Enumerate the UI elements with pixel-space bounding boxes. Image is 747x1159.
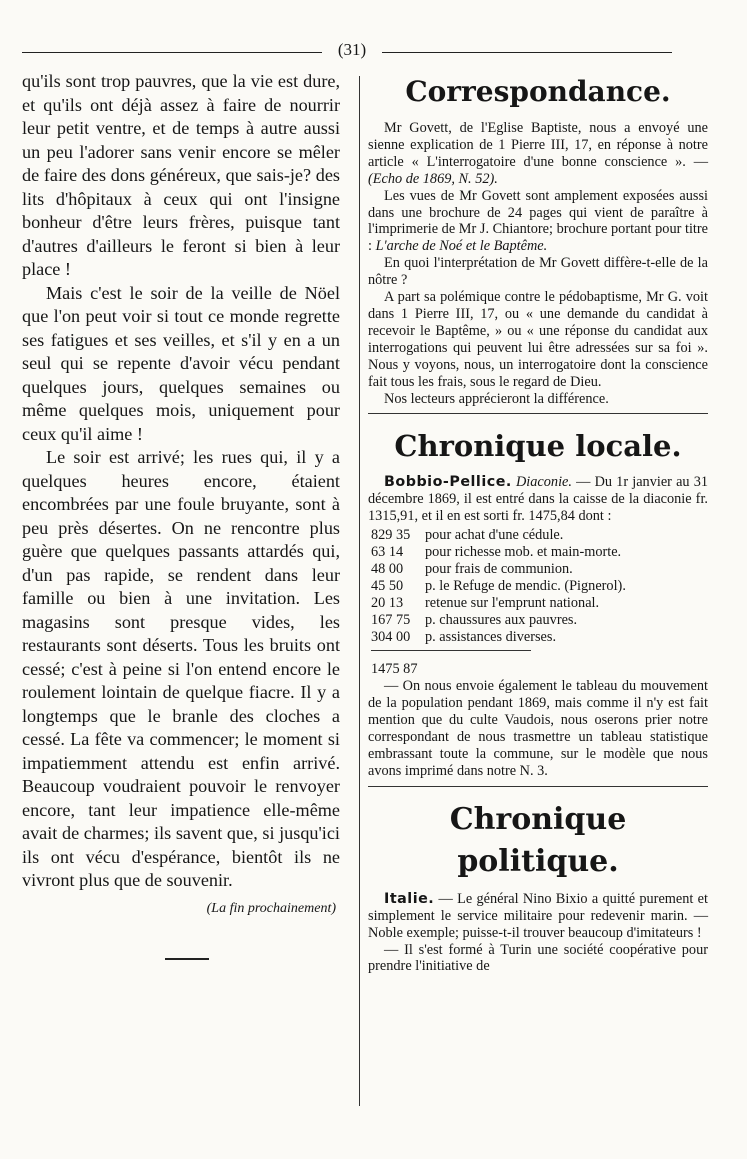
page-header: [22, 40, 672, 64]
signoff: (La fin prochainement): [206, 900, 336, 916]
table-total: 1475 87: [371, 661, 418, 678]
header-rule-right: [382, 52, 672, 53]
section-separator: [368, 786, 708, 787]
table-row: 304 00 p. assistances diverses.: [371, 628, 557, 645]
table-row: 45 50 p. le Refuge de mendic. (Pignerol).: [371, 577, 626, 594]
page-number: (31): [337, 40, 367, 59]
table-row: 20 13 retenue sur l'emprunt national.: [371, 594, 600, 611]
correspondance-paragraph-3: En quoi l'interprétation de Mr Govett diffère-t-elle de la nôtre ?: [368, 255, 708, 289]
correspondance-paragraph-2: Les vues de Mr Govett sont amplement exposées aussi dans une brochure de 24 pages qui vient de paraître à l'imprimerie de Mr J. Chiantore; brochure portant pour titre : L'arche de Noé et le Baptême.: [368, 187, 708, 255]
politique-paragraph-1: Italie. — Le général Nino Bixio a quitté purement et simplement le service militaire pour redevenir marin. — Noble exemple; puisse-t-il trouver beaucoup d'imitateurs !: [368, 890, 708, 941]
right-column: [368, 72, 708, 975]
correspondance-paragraph-1: Mr Govett, de l'Eglise Baptiste, nous a envoyé une sienne explication de 1 Pierre III, 17, en réponse à notre article « L'interrogatoire d'une bonne conscience ». — (Echo de 1869, N. 52).: [368, 120, 708, 187]
expense-table: [371, 527, 708, 678]
locale-note: — On nous envoie également le tableau du mouvement de la population pendant 1869, mais comme il n'y est fait mention que du culte Vaudois, nous oserons prier notre correspondant de nous trasmettre un tableau statistique embrassant toute la commune, sur le modèle que nous avons imprimé dans notre N. 3.: [368, 678, 708, 779]
end-dash: [165, 958, 209, 960]
politique-paragraph-2: — Il s'est formé à Turin une société coopérative pour prendre l'initiative de: [368, 941, 708, 975]
table-row: 63 14 pour richesse mob. et main-morte.: [371, 544, 622, 561]
correspondance-heading: Correspondance.: [405, 75, 671, 108]
correspondance-paragraph-4: A part sa polémique contre le pédobaptisme, Mr G. voit dans 1 Pierre III, 17, ou « une demande du candidat à recevoir le Baptême, » ou « une réponse du candidat aux interrogations qui peuvent lui être adressées sur sa foi ». Nous y voyons, nous, un interrogatoire dont la conscience fait tous les frais, sous le regard de Dieu.: [368, 289, 708, 390]
left-column: [22, 70, 340, 960]
table-row: 167 75 p. chaussures aux pauvres.: [371, 611, 578, 628]
total-rule: [371, 650, 531, 651]
left-paragraph-3: Le soir est arrivé; les rues qui, il y a quelques heures encore, étaient encombrées par une foule bruyante, sont à peu près désertes. On ne rencontre plus guère que quelques passants attardés qui, d'un pas rapide, se rendent dans leur famille ou bien à une invitation. Les magasins sont presque vides, les restaurants sont déserts. Tous les bruits ont cessé; c'est à peine si l'on entend encore le roulement lointain de quelque fiacre. Il y a longtemps que le branle des cloches a cessé. La fête va commencer; le moment si impatiemment attendu est enfin arrivé. Beaucoup voudraient pouvoir le renvoyer encore, tant leur impatience elle-même avait de charmes; ils savent que, si jusqu'ici ils ont vécu d'espérance, bientôt ils ne vivront plus que de souvenir.: [22, 447, 340, 890]
chronique-politique-heading: Chronique politique.: [449, 801, 627, 879]
left-paragraph-2: Mais c'est le soir de la veille de Nöel que l'on peut voir si tout ce monde regrette ses fatigues et ses veilles, et s'il y en a un seul qui se repente d'avoir vécu pendant quelques jours, quelques semaines ou même quelques mois, uniquement pour ceux qu'il aime !: [22, 282, 340, 444]
left-paragraph-1: qu'ils sont trop pauvres, que la vie est dure, et qu'ils ont déjà assez à faire de nourrir leur petit ventre, et de temps à autre aussi un peu l'adorer sans venir encore se mêler de faire des dons généreux, que sais-je? des lits d'hôpitaux à ceux qui ont l'insigne bonheur d'être leurs frères, puisque tant d'autres d'ailleurs le feront si bien à leur place !: [22, 71, 340, 279]
section-separator: [368, 413, 708, 414]
chronique-locale-heading: Chronique locale.: [394, 429, 682, 464]
table-row: 829 35 pour achat d'une cédule.: [371, 527, 564, 544]
locale-intro: Bobbio-Pellice. Diaconie. — Du 1r janvier au 31 décembre 1869, il est entré dans la caisse de la diaconie fr. 1315,91, et il en est sorti fr. 1475,84 dont :: [368, 474, 709, 525]
table-row: 48 00 pour frais de communion.: [371, 560, 573, 577]
column-divider: [359, 76, 360, 1106]
correspondance-paragraph-5: Nos lecteurs apprécieront la différence.: [384, 390, 609, 407]
header-rule-left: [22, 52, 322, 53]
